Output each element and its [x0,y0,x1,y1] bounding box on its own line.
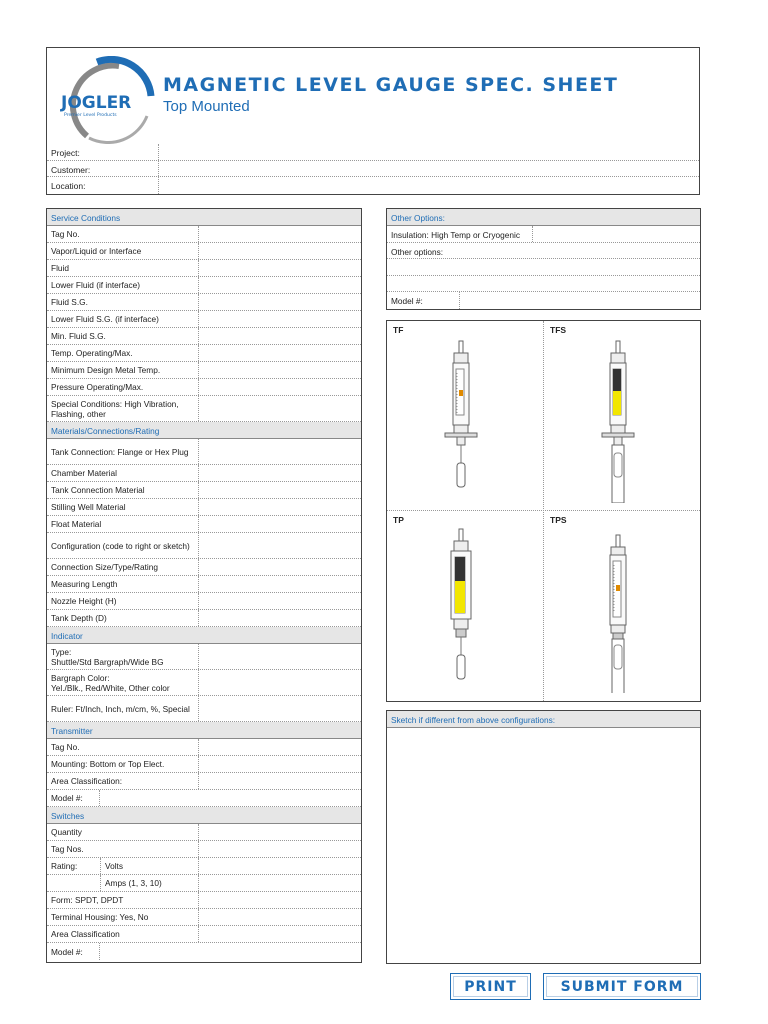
project-fields [47,144,699,194]
material-label: Stilling Well Material [47,499,199,515]
service-condition-label: Min. Fluid S.G. [47,328,199,344]
material-row[interactable] [47,593,361,610]
other-options-header: Other Options: [387,209,700,226]
service-condition-label: Fluid S.G. [47,294,199,310]
insulation-label: Insulation: High Temp or Cryogenic [387,226,533,242]
row-label: Terminal Housing: Yes, No [47,909,199,925]
config-tp[interactable] [387,511,544,701]
material-row[interactable] [47,465,361,482]
transmitter-value-field[interactable] [199,773,361,789]
service-condition-label: Pressure Operating/Max. [47,379,199,395]
service-condition-value-field[interactable] [199,328,361,344]
transmitter-label: Area Classification: [47,773,199,789]
material-label: Connection Size/Type/Rating [47,559,199,575]
customer-row[interactable] [47,161,699,178]
service-condition-label: Vapor/Liquid or Interface [47,243,199,259]
material-label: Float Material [47,516,199,532]
service-condition-value-field[interactable] [199,345,361,361]
gauge-tps-icon [594,523,644,693]
config-tfs-label: TFS [550,325,567,335]
materials-header: Materials/Connections/Rating [47,422,361,439]
material-row[interactable] [47,576,361,593]
material-value-field[interactable] [199,533,361,558]
config-tps-label: TPS [550,515,567,525]
service-condition-value-field[interactable] [199,396,361,421]
transmitter-label: Mounting: Bottom or Top Elect. [47,756,199,772]
config-tp-label: TP [393,515,404,525]
logo-wordmark: JOGLER [61,93,132,113]
transmitter-value-field[interactable] [199,756,361,772]
other-options-row[interactable] [387,243,700,260]
gauge-tf-icon [437,333,487,503]
service-condition-row[interactable] [47,226,361,243]
transmitter-row[interactable] [47,773,361,790]
location-row[interactable] [47,177,699,194]
switch-tag-row[interactable] [47,841,361,858]
config-tps[interactable] [544,511,701,701]
rating-label: Rating: [51,861,78,871]
options-model-label: Model #: [387,292,460,309]
material-row[interactable] [47,559,361,576]
project-label: Project: [47,144,159,160]
service-condition-row[interactable] [47,260,361,277]
service-condition-value-field[interactable] [199,362,361,378]
material-row[interactable] [47,439,361,465]
material-label: Configuration (code to right or sketch) [47,533,199,558]
sketch-area[interactable] [387,728,700,963]
transmitter-model-row[interactable] [47,790,361,807]
service-condition-label: Minimum Design Metal Temp. [47,362,199,378]
service-condition-value-field[interactable] [199,294,361,310]
other-options-blank-1[interactable] [387,259,700,276]
service-condition-label: Temp. Operating/Max. [47,345,199,361]
row-label: Area Classification [47,926,199,942]
service-condition-row[interactable] [47,311,361,328]
gauge-tp-icon [437,523,487,693]
switches-header: Switches [47,807,361,824]
material-label: Tank Connection: Flange or Hex Plug [47,439,199,464]
row-label: Quantity [47,824,199,840]
insulation-row[interactable] [387,226,700,243]
indicator-row[interactable] [47,644,361,670]
indicator-label: Type: Shuttle/Std Bargraph/Wide BG [47,644,199,669]
service-condition-label: Tag No. [47,226,199,242]
transmitter-model-label: Model #: [47,790,100,806]
material-value-field[interactable] [199,593,361,609]
other-options-table [386,208,701,310]
gauge-tfs-icon [594,333,644,503]
material-value-field[interactable] [199,439,361,464]
switch-terminal-row[interactable] [47,909,361,926]
service-condition-value-field[interactable] [199,260,361,276]
indicator-label: Bargraph Color: Yel./Blk., Red/White, Other color [47,670,199,695]
material-value-field[interactable] [199,499,361,515]
config-tf-label: TF [393,325,404,335]
indicator-label: Ruler: Ft/Inch, Inch, m/cm, %, Special [47,696,199,721]
switch-model-label: Model #: [47,943,100,960]
configurations-panel [386,320,701,702]
indicator-value-field[interactable] [199,670,361,695]
service-condition-row[interactable] [47,379,361,396]
volts-label: Volts [100,858,199,874]
service-conditions-header: Service Conditions [47,209,361,226]
other-options-label: Other options: [391,246,444,257]
spec-table [46,208,362,963]
logo-tagline: Premier Level Products [64,113,117,118]
page-title: MAGNETIC LEVEL GAUGE SPEC. SHEET [163,74,619,96]
sketch-panel [386,710,701,964]
switch-area-row[interactable] [47,926,361,943]
material-value-field[interactable] [199,610,361,626]
material-label: Measuring Length [47,576,199,592]
service-condition-row[interactable] [47,294,361,311]
amps-label: Amps (1, 3, 10) [100,875,199,891]
material-value-field[interactable] [199,516,361,532]
config-tf[interactable] [387,321,544,511]
transmitter-row[interactable] [47,739,361,756]
jogler-logo [57,56,157,144]
indicator-header: Indicator [47,627,361,644]
page-subtitle: Top Mounted [163,98,250,115]
transmitter-label: Tag No. [47,739,199,755]
indicator-row[interactable] [47,670,361,696]
switch-amps-row[interactable] [47,875,361,892]
transmitter-value-field[interactable] [199,739,361,755]
config-tfs[interactable] [544,321,701,511]
switch-volts-row[interactable] [47,858,361,875]
service-condition-row[interactable] [47,362,361,379]
customer-label: Customer: [47,161,159,177]
sketch-header: Sketch if different from above configurations: [387,711,700,728]
header-panel [46,47,700,195]
switch-quantity-row[interactable] [47,824,361,841]
material-value-field[interactable] [199,465,361,481]
switch-form-row[interactable] [47,892,361,909]
row-label: Tag Nos. [47,841,199,857]
material-label: Tank Connection Material [47,482,199,498]
service-condition-label: Special Conditions: High Vibration, Flashing, other [47,396,199,421]
service-condition-row[interactable] [47,345,361,362]
material-row[interactable] [47,533,361,559]
service-condition-row[interactable] [47,396,361,422]
material-value-field[interactable] [199,482,361,498]
switch-model-row[interactable] [47,943,361,960]
location-label: Location: [47,177,159,194]
service-condition-value-field[interactable] [199,379,361,395]
options-model-row[interactable] [387,292,700,309]
material-row[interactable] [47,499,361,516]
service-condition-value-field[interactable] [199,277,361,293]
service-condition-label: Fluid [47,260,199,276]
material-label: Tank Depth (D) [47,610,199,626]
service-condition-label: Lower Fluid (if interface) [47,277,199,293]
submit-form-button[interactable]: SUBMIT FORM [543,973,701,1000]
material-value-field[interactable] [199,576,361,592]
service-condition-label: Lower Fluid S.G. (if interface) [47,311,199,327]
row-label: Form: SPDT, DPDT [47,892,199,908]
service-condition-row[interactable] [47,243,361,260]
material-row[interactable] [47,610,361,627]
material-value-field[interactable] [199,559,361,575]
service-condition-row[interactable] [47,277,361,294]
material-label: Chamber Material [47,465,199,481]
indicator-value-field[interactable] [199,644,361,669]
material-row[interactable] [47,482,361,499]
material-label: Nozzle Height (H) [47,593,199,609]
service-condition-value-field[interactable] [199,311,361,327]
service-condition-row[interactable] [47,328,361,345]
indicator-value-field[interactable] [199,696,361,721]
project-row[interactable] [47,144,699,161]
print-button[interactable]: PRINT [450,973,531,1000]
service-condition-value-field[interactable] [199,226,361,242]
transmitter-header: Transmitter [47,722,361,739]
transmitter-row[interactable] [47,756,361,773]
other-options-blank-2[interactable] [387,276,700,293]
indicator-row[interactable] [47,696,361,722]
material-row[interactable] [47,516,361,533]
service-condition-value-field[interactable] [199,243,361,259]
